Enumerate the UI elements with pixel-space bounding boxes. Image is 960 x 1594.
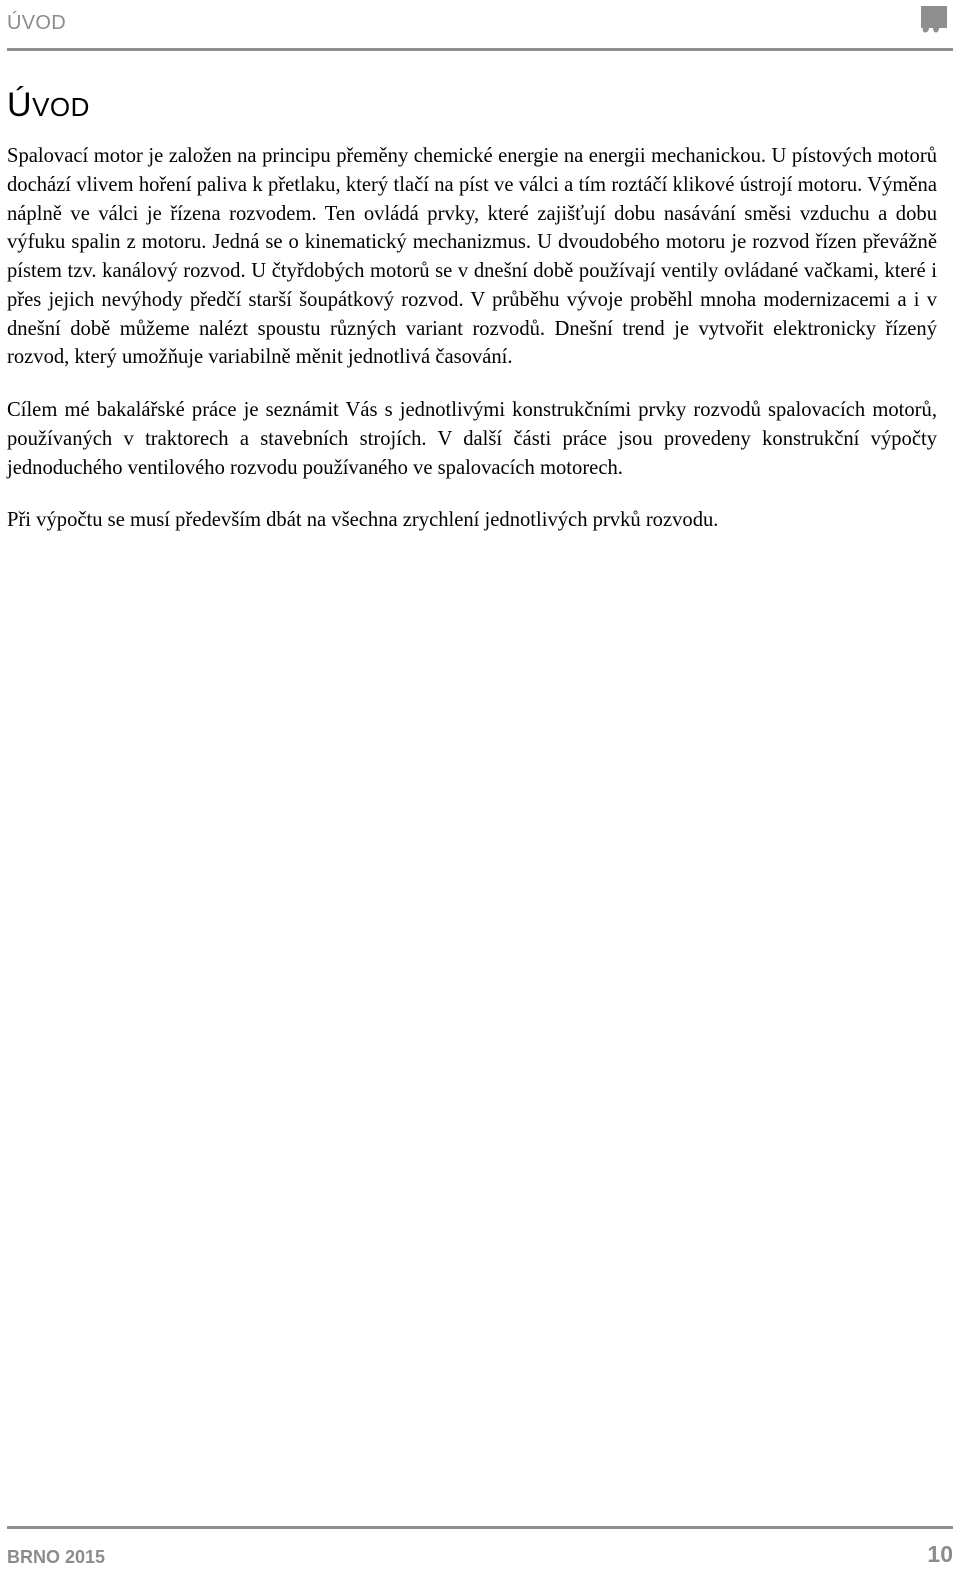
page-number: 10	[927, 1541, 953, 1567]
body-text	[7, 142, 937, 535]
page-header	[7, 0, 953, 51]
page-footer	[7, 1526, 953, 1589]
footer-location-year: BRNO 2015	[7, 1547, 106, 1567]
paragraph: Při výpočtu se musí především dbát na všechna zrychlení jednotlivých prvků rozvodu.	[7, 509, 719, 532]
chapter-heading-rest: VOD	[32, 92, 90, 122]
paragraph: Cílem mé bakalářské práce je seznámit Vás s jednotlivými konstrukčními prvky rozvodů spalovacích motorů, používaných v traktorech a stavebních strojích. V další části práce jsou provedeny konstrukční výpočty jednoduchého ventilového rozvodu používaného ve spalovacích motorech.	[7, 399, 937, 479]
chapter-heading-initial: Ú	[7, 86, 33, 124]
chapter-heading	[7, 86, 90, 125]
paragraph: Spalovací motor je založen na principu přeměny chemické energie na energii mechanickou. U pístových motorů dochází vlivem hoření paliva k přetlaku, který tlačí na píst ve válci a tím roztáčí klikové ústrojí motoru. Výměna náplně ve válci je řízena rozvodem. Ten ovládá prvky, které zajišťují dobu nasávání směsi vzduchu a dobu výfuku spalin z motoru. Jedná se o kinematický mechanizmus. U dvoudobého motoru je rozvod řízen převážně pístem tzv. kanálový rozvod. U čtyřdobých motorů se v dnešní době používají ventily ovládané vačkami, které i přes jejich nevýhody předčí starší šoupátkový rozvod. V průběhu vývoje proběhl mnoha modernizacemi a i v dnešní době můžeme nalézt spoustu různých variant rozvodů. Dnešní trend je vytvořit elektronicky řízený rozvod, který umožňuje variabilně měnit jednotlivá časování.	[7, 145, 937, 369]
header-title: ÚVOD	[7, 12, 66, 34]
puzzle-logo-icon	[919, 4, 949, 34]
